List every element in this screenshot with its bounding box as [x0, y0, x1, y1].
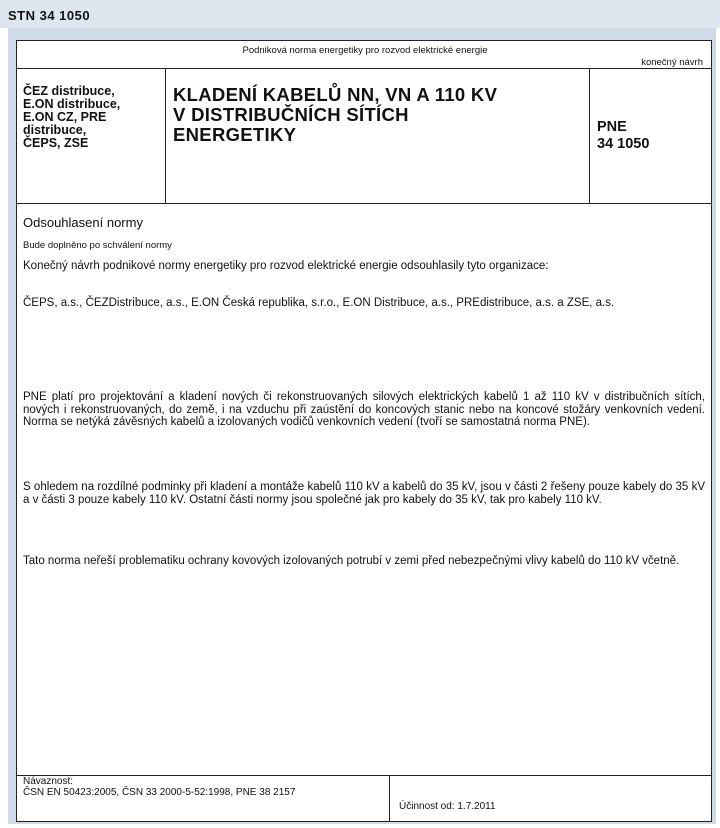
approval-note: Bude doplněno po schválení normy: [23, 240, 172, 251]
footer-split: [389, 775, 390, 821]
title-line: ENERGETIKY: [173, 124, 297, 145]
header-divider: [17, 68, 711, 69]
title-line: V DISTRIBUČNÍCH SÍTÍCH: [173, 104, 409, 125]
related-list: ČSN EN 50423:2005, ČSN 33 2000-5-52:1998, PNE 38 2157: [23, 786, 296, 798]
pne-line: PNE: [597, 119, 627, 135]
effective-date: Účinnost od: 1.7.2011: [399, 801, 496, 812]
pne-divider: [589, 68, 590, 203]
owner-line: ČEZ distribuce,: [23, 84, 115, 98]
section-heading: Odsouhlasení normy: [23, 215, 143, 230]
exclusion-paragraph: Tato norma neřeší problematiku ochrany kovových izolovaných potrubí v zemi před nebezpečnými vlivy kabelů do 110 kV včetně.: [23, 555, 680, 567]
owner-line: E.ON distribuce,: [23, 97, 121, 111]
document-sheet: [16, 40, 712, 822]
status-label: konečný návrh: [641, 57, 703, 68]
footer-divider: [17, 775, 711, 776]
related-standards: [23, 777, 383, 798]
scope-paragraph: PNE platí pro projektování a kladení nových či rekonstruovaných silových elektrických kabelů 1 až 110 kV v distribučních sítích, nových i rekonstruovaných, do země, i na vzduchu při zaústění do koncových stanic nebo na koncové stožáry venkovních vedení. Norma se netýká závěsných kabelů a izolovaných vodičů venkovních vedení (tvoří se samostatná norma PNE).: [23, 391, 705, 428]
owner-line: ČEPS, ZSE: [23, 136, 89, 150]
standard-code: STN 34 1050: [8, 8, 91, 23]
pne-line: 34 1050: [597, 136, 650, 152]
related-label: Návaznost:: [23, 776, 74, 787]
title-line: KLADENÍ KABELŮ NN, VN A 110 KV: [173, 84, 498, 105]
owners-block: [23, 85, 163, 150]
owner-line: distribuce,: [23, 123, 87, 137]
header-divider-bottom: [17, 203, 711, 204]
document-title: [173, 85, 583, 145]
issuer-line: Podniková norma energetiky pro rozvod elektrické energie: [242, 45, 488, 56]
top-bar: [0, 0, 720, 28]
conditions-paragraph: S ohledem na rozdílné podminky při kladení a montáže kabelů 110 kV a kabelů do 35 kV, jsou v části 2 řešeny pouze kabely do 35 kV a v části 3 pouze kabely 110 kV. Ostatní části normy jsou společné jak pro kabely do 35 kV, tak pro kabely 110 kV.: [23, 481, 705, 506]
approval-paragraph: Konečný návrh podnikové normy energetiky pro rozvod elektrické energie odsouhlasily tyto organizace:: [23, 260, 549, 272]
owner-line: E.ON CZ, PRE: [23, 110, 107, 124]
organizations-paragraph: ČEPS, a.s., ČEZDistribuce, a.s., E.ON Česká republika, s.r.o., E.ON Distribuce, a.s., PREdistribuce, a.s. a ZSE, a.s.: [23, 297, 615, 309]
owners-divider: [165, 68, 166, 203]
pne-number: [597, 119, 707, 153]
